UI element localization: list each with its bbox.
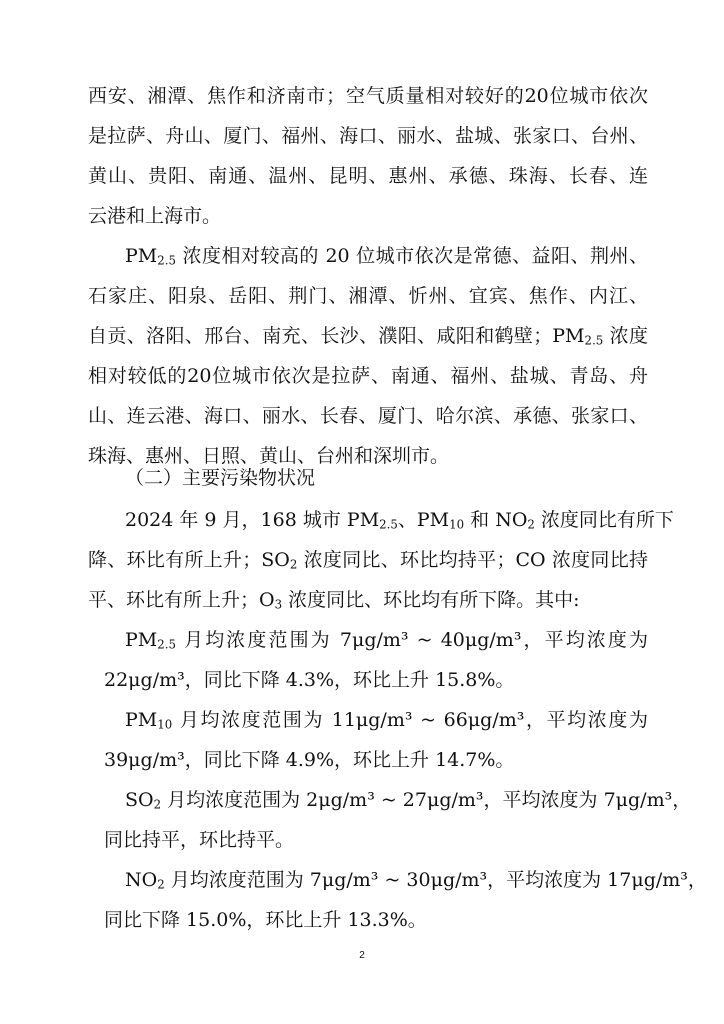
pm10-line: 39μg/m³，同比下降 4.9%，环比上升 14.7%。 <box>104 749 515 771</box>
section-heading: （二）主要污染物状况 <box>125 467 316 489</box>
paragraph-line: 石家庄、阳泉、岳阳、荆门、湘潭、忻州、宜宾、焦作、内江、 <box>88 285 648 307</box>
paragraph-line: 自贡、洛阳、邢台、南充、长沙、濮阳、咸阳和鹤壁；$PM_{2.5}$ 浓度 <box>88 325 648 348</box>
so2-line: 同比持平，环比持平。 <box>104 829 295 851</box>
paragraph-line: 相对较低的20位城市依次是拉萨、南通、福州、盐城、青岛、舟 <box>88 365 648 387</box>
paragraph-line: 平、环比有所上升；$O_3$ 浓度同比、环比均有所下降。其中: <box>88 589 580 612</box>
no2-line: 同比下降 15.0%，环比上升 13.3%。 <box>104 909 427 931</box>
paragraph-line: 云港和上海市。 <box>88 205 222 227</box>
no2-line: $NO_2$ 月均浓度范围为 7μg/m³ ~ 30μg/m³，平均浓度为 17μg/m³， <box>125 869 707 892</box>
paragraph-line: $PM_{2.5}$ 浓度相对较高的 20 位城市依次是常德、益阳、荆州、 <box>125 245 648 268</box>
paragraph-line: 黄山、贵阳、南通、温州、昆明、惠州、承德、珠海、长春、连 <box>88 165 648 187</box>
paragraph-line: 2024 年 9 月，168 城市 $PM_{2.5}$、$PM_{10}$ 和 $NO_2$ 浓度同比有所下 <box>125 509 674 532</box>
pm25-line: $PM_{2.5}$ 月均浓度范围为 7μg/m³ ~ 40μg/m³，平均浓度为 <box>125 629 648 652</box>
so2-line: $SO_2$ 月均浓度范围为 2μg/m³ ~ 27μg/m³，平均浓度为 7μg/m³， <box>125 789 692 812</box>
pm10-line: $PM_{10}$ 月均浓度范围为 11μg/m³ ~ 66μg/m³，平均浓度为 <box>125 709 648 732</box>
paragraph-line: 是拉萨、舟山、厦门、福州、海口、丽水、盐城、张家口、台州、 <box>88 125 648 147</box>
paragraph-line: 西安、湘潭、焦作和济南市；空气质量相对较好的20位城市依次 <box>88 85 648 107</box>
page-number: 2 <box>359 950 365 961</box>
paragraph-line: 珠海、惠州、日照、黄山、台州和深圳市。 <box>88 445 450 467</box>
pm25-line: 22μg/m³，同比下降 4.3%，环比上升 15.8%。 <box>104 669 515 691</box>
paragraph-line: 降、环比有所上升；$SO_2$ 浓度同比、环比均持平；CO 浓度同比持 <box>88 549 648 572</box>
paragraph-line: 山、连云港、海口、丽水、长春、厦门、哈尔滨、承德、张家口、 <box>88 405 648 427</box>
